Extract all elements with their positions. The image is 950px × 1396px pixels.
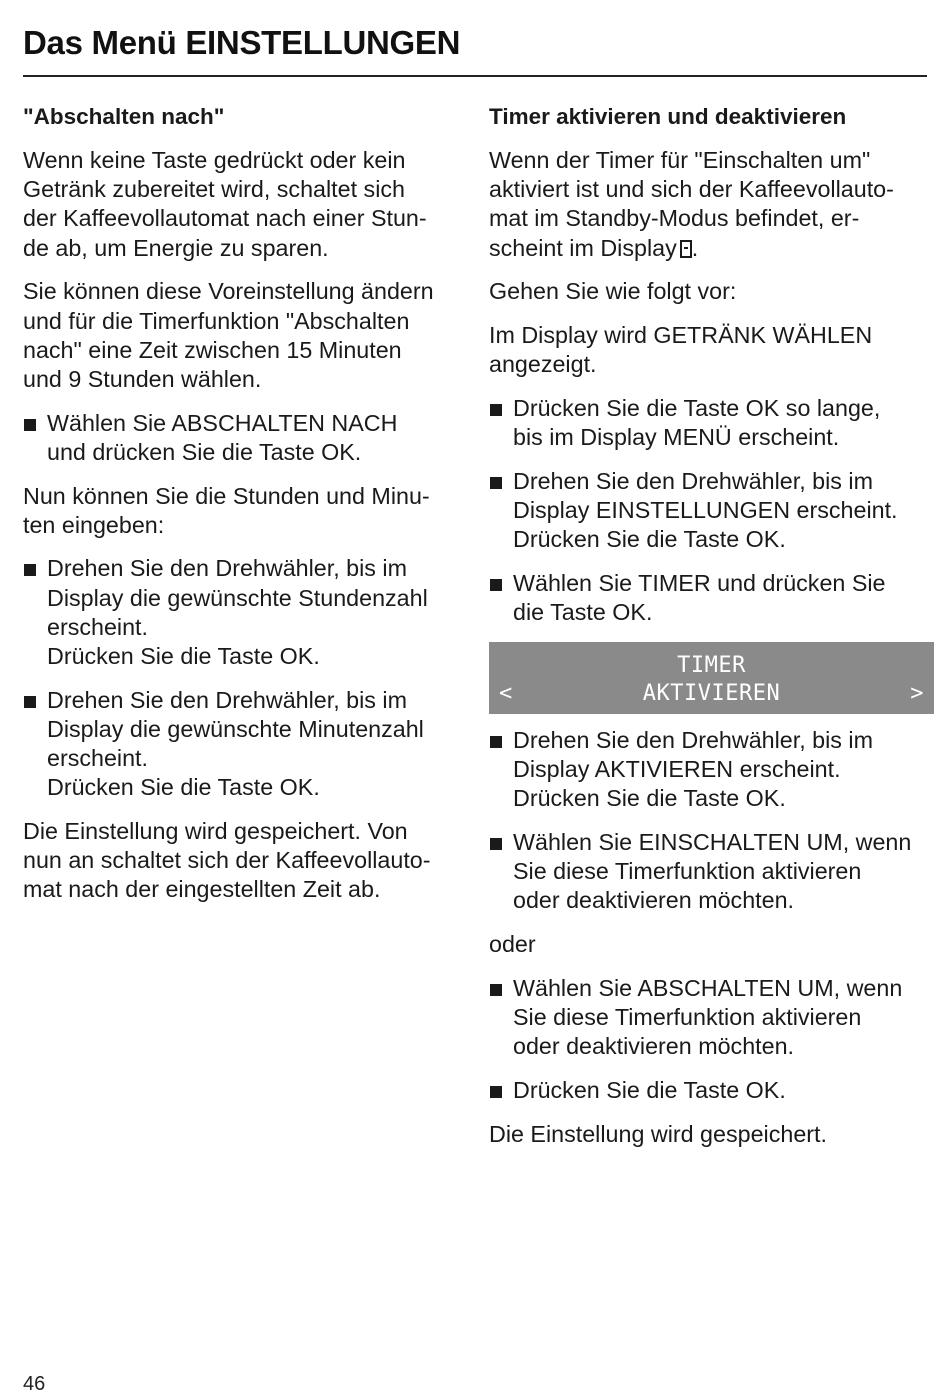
text-line: oder deaktivieren möchten. [513,887,795,914]
text-line: mat im Standby-Modus befindet, er- [489,205,860,232]
text-line: bis im Display MENÜ erscheint. [513,424,840,451]
lcd-title: TIMER [677,652,746,678]
right-paragraph-1 [489,146,934,263]
right-paragraph-4: oder [489,931,536,958]
right-bullet-7: Drücken Sie die Taste OK. [489,1076,934,1105]
text-line: Drücken Sie die Taste OK. [47,643,320,670]
right-bullet-1 [489,394,934,452]
lcd-right-arrow-icon: > [910,680,924,706]
text-line: erscheint. [47,745,149,772]
text-line: erscheint. [47,613,149,640]
text-line: Display EINSTELLUNGEN erscheint. [513,497,898,524]
text-line: die Taste OK. [513,599,653,626]
title-rule [23,75,927,77]
text-line: mat nach der eingestellten Zeit ab. [23,876,381,903]
text-line: Die Einstellung wird gespeichert. Von [23,818,408,845]
text-line: Wenn keine Taste gedrückt oder kein [23,147,406,173]
right-paragraph-2: Gehen Sie wie folgt vor: [489,278,737,305]
text-line: oder deaktivieren möchten. [513,1033,795,1060]
right-column [489,102,934,1163]
lcd-option: AKTIVIEREN [642,680,781,706]
right-paragraph-5: Die Einstellung wird gespeichert. [489,1120,827,1147]
text-line: Drücken Sie die Taste OK. [513,526,786,553]
right-bullet-6 [489,974,934,1062]
page-title: Das Menü EINSTELLUNGEN [23,24,461,61]
text-line: und drücken Sie die Taste OK. [47,438,362,465]
left-paragraph-2 [23,277,463,394]
text-line: Drücken Sie die Taste OK. [47,774,320,801]
text-line: der Kaffeevollautomat nach einer Stun- [23,205,427,232]
right-paragraph-3 [489,321,934,379]
text-line: Display AKTIVIEREN erscheint. [513,756,841,783]
text-line: Display die gewünschte Minutenzahl [47,715,424,742]
text-line: Im Display wird GETRÄNK WÄHLEN [489,322,873,349]
standby-display-icon [680,240,692,258]
text-line: und für die Timerfunktion "Abschalten [23,307,410,334]
lcd-left-arrow-icon: < [499,680,513,706]
text-line: Drücken Sie die Taste OK. [513,785,786,812]
text-line: Wählen Sie EINSCHALTEN UM, wenn [513,828,912,855]
text-line: Drehen Sie den Drehwähler, bis im [513,726,873,753]
text-line: Display die gewünschte Stundenzahl [47,584,428,611]
left-paragraph-4 [23,817,463,905]
lcd-display-panel [489,642,934,714]
text-line: Wählen Sie TIMER und drücken Sie [513,569,886,596]
left-bullet-2 [23,554,463,671]
text-line-with-icon [489,234,934,263]
text-line: Getränk zubereitet wird, schaltet sich [23,176,405,203]
right-heading: Timer aktivieren und deaktivieren [489,104,847,129]
right-bullet-3 [489,569,934,627]
text-line: Sie diese Timerfunktion aktivieren [513,858,862,885]
text-line: Drehen Sie den Drehwähler, bis im [47,555,407,582]
left-paragraph-1 [23,146,463,263]
text-line: Wählen Sie ABSCHALTEN NACH [47,409,398,436]
text-line: Wenn der Timer für "Einschalten um" [489,147,871,173]
text-line: de ab, um Energie zu sparen. [23,234,329,261]
text-line: angezeigt. [489,351,597,378]
text-line: und 9 Stunden wählen. [23,365,262,392]
text-segment: scheint im Display [489,234,677,261]
text-line: Sie können diese Voreinstellung ändern [23,278,434,305]
right-bullet-4 [489,726,934,814]
left-column [23,102,463,919]
right-bullet-2 [489,467,934,555]
left-bullet-1 [23,409,463,467]
text-segment: . [691,234,699,261]
left-paragraph-3 [23,482,463,540]
page-number: 46 [23,1373,46,1395]
text-line: Drücken Sie die Taste OK so lange, [513,394,881,421]
text-line: Sie diese Timerfunktion aktivieren [513,1003,862,1030]
text-line: nach" eine Zeit zwischen 15 Minuten [23,336,402,363]
right-bullet-5 [489,828,934,916]
left-heading: "Abschalten nach" [23,104,225,129]
text-line: Drehen Sie den Drehwähler, bis im [47,686,407,713]
text-line: ten eingeben: [23,511,165,538]
text-line: Drehen Sie den Drehwähler, bis im [513,467,873,494]
left-bullet-3 [23,686,463,803]
text-line: Nun können Sie die Stunden und Minu- [23,482,430,509]
text-line: aktiviert ist und sich der Kaffeevollauto- [489,176,894,203]
text-line: nun an schaltet sich der Kaffeevollauto- [23,847,431,874]
text-line: Wählen Sie ABSCHALTEN UM, wenn [513,974,903,1001]
